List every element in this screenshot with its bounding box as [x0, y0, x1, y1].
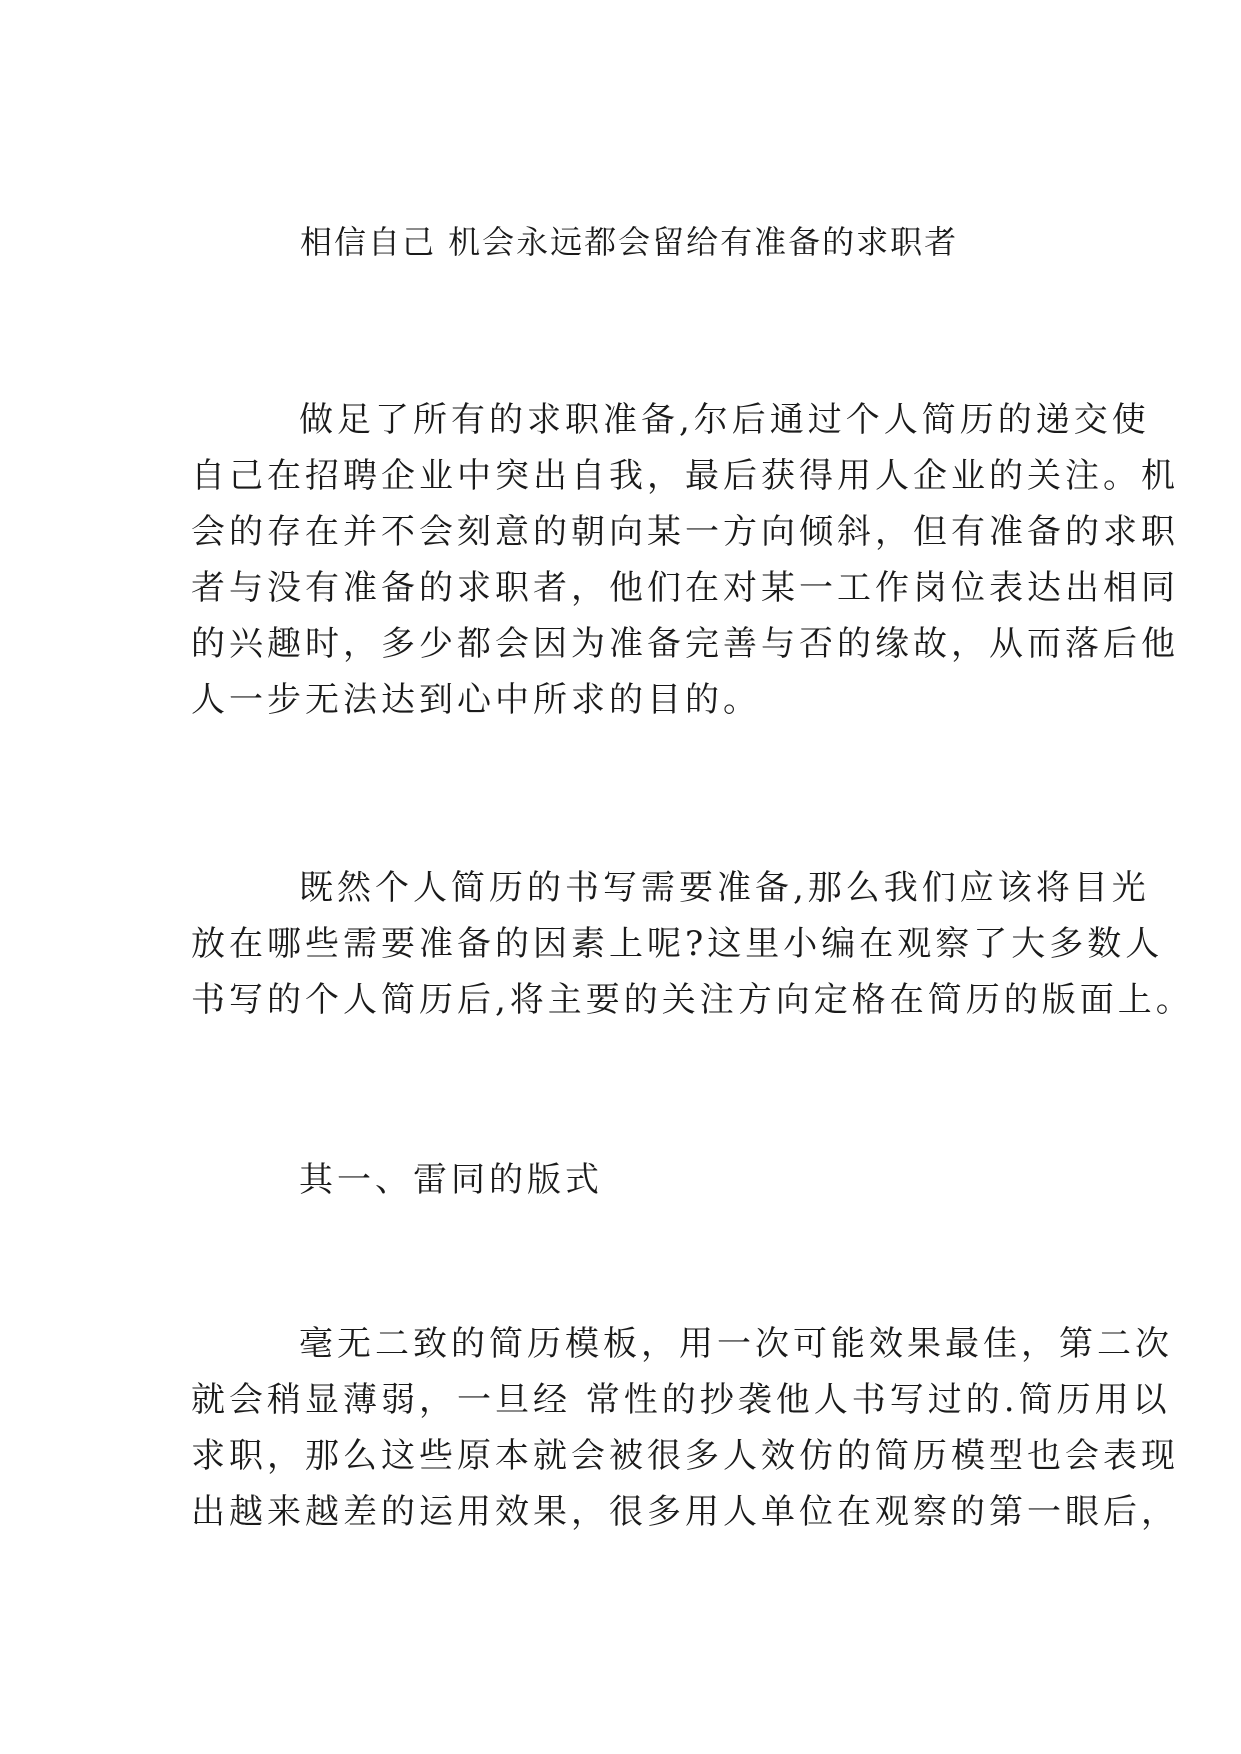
- paragraph-line: 做足了所有的求职准备,尔后通过个人简历的递交使: [299, 400, 1150, 440]
- paragraph-line: 书写的个人简历后,将主要的关注方向定格在简历的版面上。: [191, 980, 1194, 1020]
- paragraph-3: [191, 1316, 1179, 1540]
- paragraph-line: 放在哪些需要准备的因素上呢?这里小编在观察了大多数人: [191, 924, 1164, 964]
- paragraph-line: 既然个人简历的书写需要准备,那么我们应该将目光: [299, 868, 1150, 908]
- paragraph-line: 毫无二致的简历模板，用一次可能效果最佳，第二次: [299, 1324, 1173, 1364]
- section-heading: [191, 1152, 1057, 1208]
- paragraph-line: 者与没有准备的求职者，他们在对某一工作岗位表达出相同: [191, 568, 1179, 608]
- paragraph-line: 求职，那么这些原本就会被很多人效仿的简历模型也会表现: [191, 1436, 1179, 1476]
- paragraph-line: 自己在招聘企业中突出自我，最后获得用人企业的关注。机: [191, 456, 1179, 496]
- paragraph-2: [191, 860, 1194, 1028]
- paragraph-line: 人一步无法达到心中所求的目的。: [191, 680, 761, 720]
- paragraph-line: 的兴趣时，多少都会因为准备完善与否的缘故，从而落后他: [191, 624, 1179, 664]
- paragraph-line: 会的存在并不会刻意的朝向某一方向倾斜，但有准备的求职: [191, 512, 1179, 552]
- paragraph-line: 就会稍显薄弱，一旦经 常性的抄袭他人书写过的.简历用以: [191, 1380, 1171, 1420]
- paragraph-line: 出越来越差的运用效果，很多用人单位在观察的第一眼后，: [191, 1492, 1179, 1532]
- page-title: 相信自己 机会永远都会留给有准备的求职者: [300, 223, 959, 261]
- paragraph-1: [191, 392, 1179, 728]
- section-heading-text: 其一、雷同的版式: [299, 1160, 603, 1200]
